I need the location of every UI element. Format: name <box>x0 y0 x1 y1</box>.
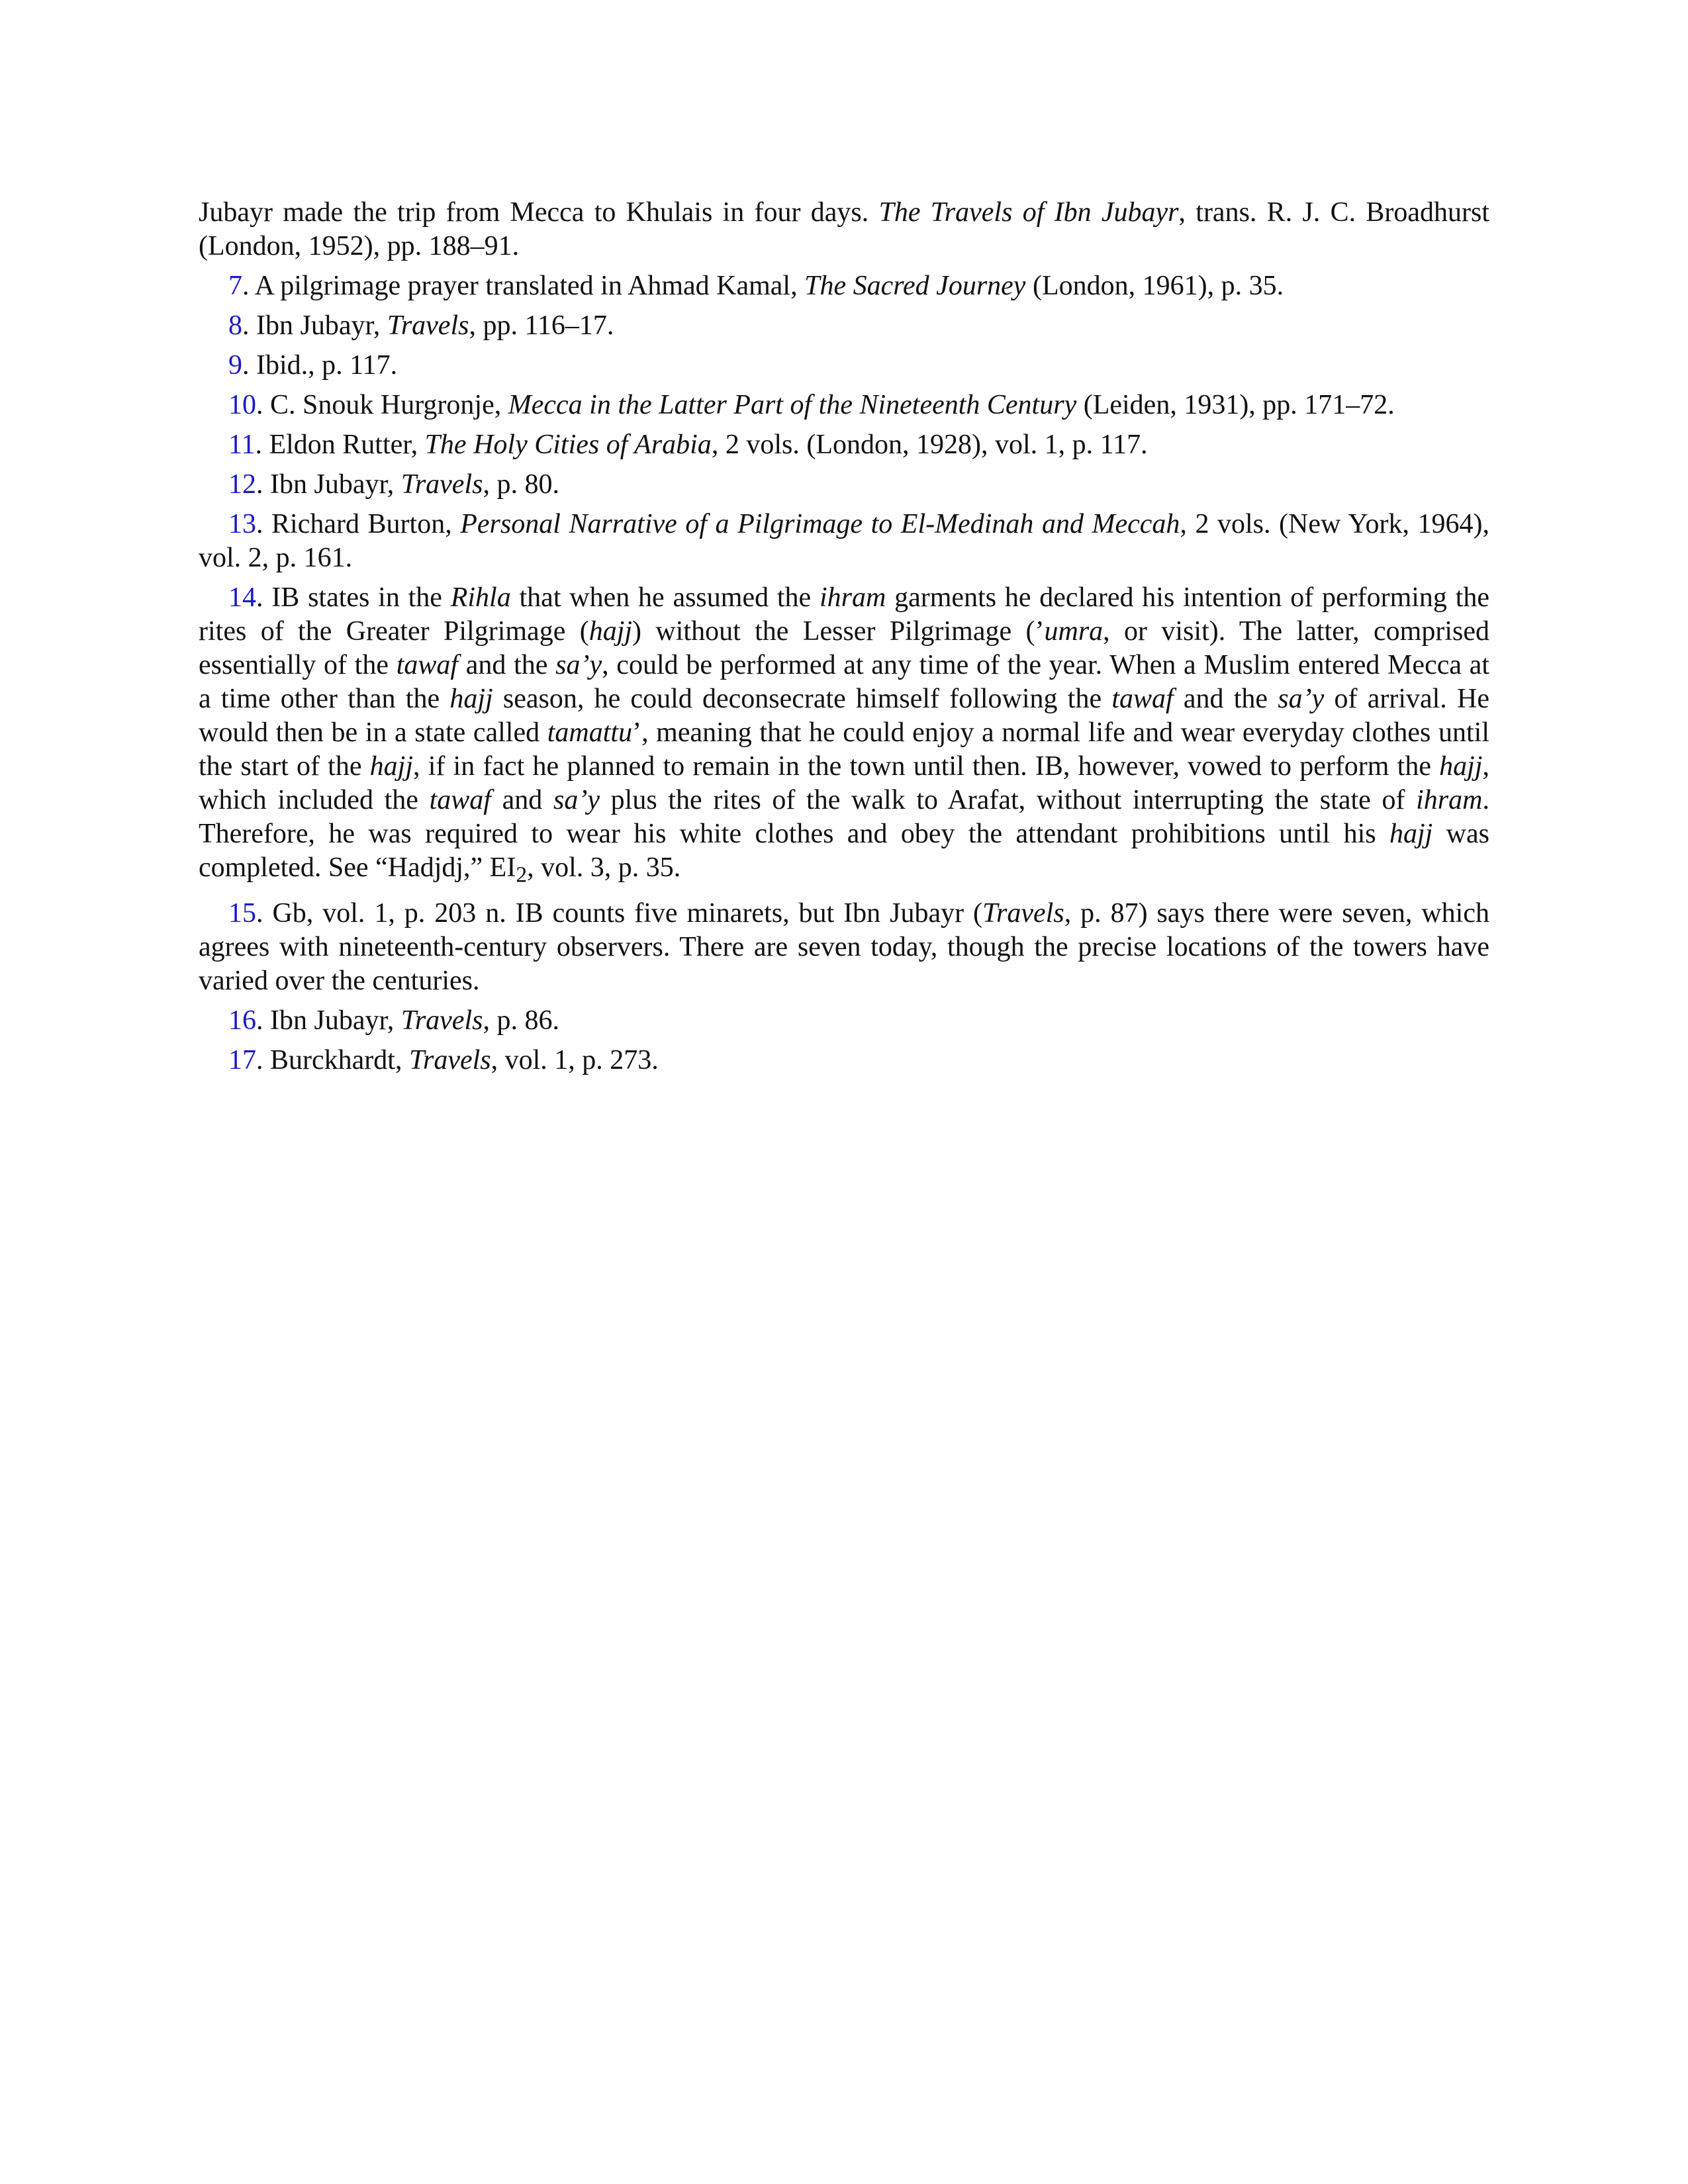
endnote-number-link[interactable]: 16 <box>228 1005 256 1036</box>
italic-title: tawaf <box>396 650 459 680</box>
endnote-12 <box>199 468 1489 502</box>
note-text: , or visit). The latter, comprised essentially of the <box>199 616 1489 680</box>
italic-title: Travels <box>408 1045 491 1075</box>
endnote-number-link[interactable]: 8 <box>228 310 242 341</box>
note-text: . Ibn Jubayr, <box>242 310 387 341</box>
note-text: . Eldon Rutter, <box>255 430 425 460</box>
note-text: . IB states in the <box>256 582 451 613</box>
endnote-13 <box>199 508 1489 575</box>
note-text: , 2 vols. (London, 1928), vol. 1, p. 117. <box>711 430 1148 460</box>
italic-title: hajj <box>1389 819 1433 849</box>
italic-title: The Travels of Ibn Jubayr <box>878 197 1179 228</box>
note-text: (Leiden, 1931), pp. 171–72. <box>1076 390 1395 420</box>
italic-title: Travels <box>400 1005 483 1036</box>
endnote-9 <box>199 349 1489 383</box>
endnote-continuation <box>199 196 1489 263</box>
italic-title: tawaf <box>1111 684 1174 714</box>
note-text: , could be performed at any time of the year. When a Muslim entered Mecca at a time other than the <box>199 650 1489 714</box>
endnotes-page <box>199 196 1489 1083</box>
note-text: . Ibid., p. 117. <box>242 350 398 381</box>
italic-title: hajj <box>369 751 414 782</box>
endnote-7 <box>199 269 1489 303</box>
note-text: . Therefore, he was required to wear his white clothes and obey the attendant prohibitions until his <box>199 785 1489 849</box>
italic-title: tawaf <box>429 785 491 815</box>
italic-title: The Sacred Journey <box>804 271 1026 301</box>
endnote-8 <box>199 309 1489 343</box>
note-text: season, he could deconsecrate himself following the <box>492 684 1112 714</box>
note-text: and the <box>1173 684 1278 714</box>
italic-title: umra <box>1044 616 1103 647</box>
italic-title: hajj <box>1439 751 1483 782</box>
endnote-number-link[interactable]: 7 <box>228 271 242 301</box>
note-text: . Richard Burton, <box>256 509 461 539</box>
note-text: . Ibn Jubayr, <box>256 1005 401 1036</box>
note-text: , if in fact he planned to remain in the town until then. IB, however, vowed to perform the <box>413 751 1440 782</box>
endnote-number-link[interactable]: 14 <box>228 582 256 613</box>
note-text: of arrival. He would then be in a state called <box>199 684 1489 748</box>
note-text: plus the rites of the walk to Arafat, without interrupting the state of <box>599 785 1417 815</box>
subscript: 2 <box>516 862 528 887</box>
italic-title: Personal Narrative of a Pilgrimage to El-Medinah and Meccah <box>460 509 1180 539</box>
note-text: , vol. 3, p. 35. <box>527 852 681 883</box>
endnote-15 <box>199 897 1489 998</box>
note-text: , trans. R. J. C. Broadhurst (London, 1952), pp. 188–91. <box>199 197 1489 261</box>
note-text: , p. 87) says there were seven, which agrees with nineteenth-century observers. There are seven today, though the precise locations of the towers have varied over the centuries. <box>199 898 1489 996</box>
italic-title: The Holy Cities of Arabia <box>424 430 712 460</box>
italic-title: hajj <box>449 684 493 714</box>
note-text: and <box>491 785 553 815</box>
note-text: ) without the Lesser Pilgrimage (’ <box>632 616 1045 647</box>
note-text: ’, meaning that he could enjoy a normal life and wear everyday clothes until the start of the <box>199 717 1489 782</box>
endnote-number-link[interactable]: 11 <box>228 430 256 460</box>
note-text: , p. 80. <box>483 469 559 500</box>
endnote-number-link[interactable]: 9 <box>228 350 242 381</box>
note-text: that when he assumed the <box>510 582 820 613</box>
endnote-number-link[interactable]: 17 <box>228 1045 256 1075</box>
endnote-number-link[interactable]: 13 <box>228 509 256 539</box>
note-text: . Gb, vol. 1, p. 203 n. IB counts five minarets, but Ibn Jubayr ( <box>256 898 983 929</box>
note-text: , pp. 116–17. <box>469 310 614 341</box>
italic-title: sa’y <box>553 785 600 815</box>
endnotes-list <box>199 196 1489 1077</box>
note-text: . Burckhardt, <box>256 1045 409 1075</box>
note-text: , which included the <box>199 751 1489 815</box>
note-text: and the <box>458 650 556 680</box>
note-text: . Ibn Jubayr, <box>256 469 401 500</box>
note-text: , p. 86. <box>483 1005 559 1036</box>
note-text: was completed. See “Hadjdj,” EI <box>199 819 1489 883</box>
endnote-16 <box>199 1004 1489 1038</box>
endnote-number-link[interactable]: 12 <box>228 469 256 500</box>
endnote-number-link[interactable]: 15 <box>228 898 256 929</box>
note-text: (London, 1961), p. 35. <box>1025 271 1284 301</box>
italic-title: Travels <box>400 469 483 500</box>
italic-title: Travels <box>387 310 469 341</box>
note-text: . C. Snouk Hurgronje, <box>256 390 508 420</box>
note-text: , vol. 1, p. 273. <box>491 1045 659 1075</box>
endnote-14 <box>199 581 1489 885</box>
italic-title: sa’y <box>1278 684 1325 714</box>
note-text: Jubayr made the trip from Mecca to Khulais in four days. <box>199 197 879 228</box>
italic-title: Travels <box>982 898 1064 929</box>
endnote-17 <box>199 1044 1489 1077</box>
note-text: garments he declared his intention of performing the rites of the Greater Pilgrimage ( <box>199 582 1490 647</box>
italic-title: ihram <box>819 582 886 613</box>
italic-title: Rihla <box>450 582 511 613</box>
italic-title: ihram <box>1416 785 1483 815</box>
italic-title: hajj <box>588 616 633 647</box>
italic-title: sa’y <box>555 650 602 680</box>
endnote-number-link[interactable]: 10 <box>228 390 256 420</box>
endnote-11 <box>199 428 1489 462</box>
note-text: , 2 vols. (New York, 1964), vol. 2, p. 161. <box>199 509 1489 573</box>
note-text: . A pilgrimage prayer translated in Ahmad Kamal, <box>242 271 805 301</box>
endnote-10 <box>199 388 1489 422</box>
italic-title: Mecca in the Latter Part of the Nineteenth Century <box>508 390 1077 420</box>
italic-title: tamattu <box>547 717 633 748</box>
